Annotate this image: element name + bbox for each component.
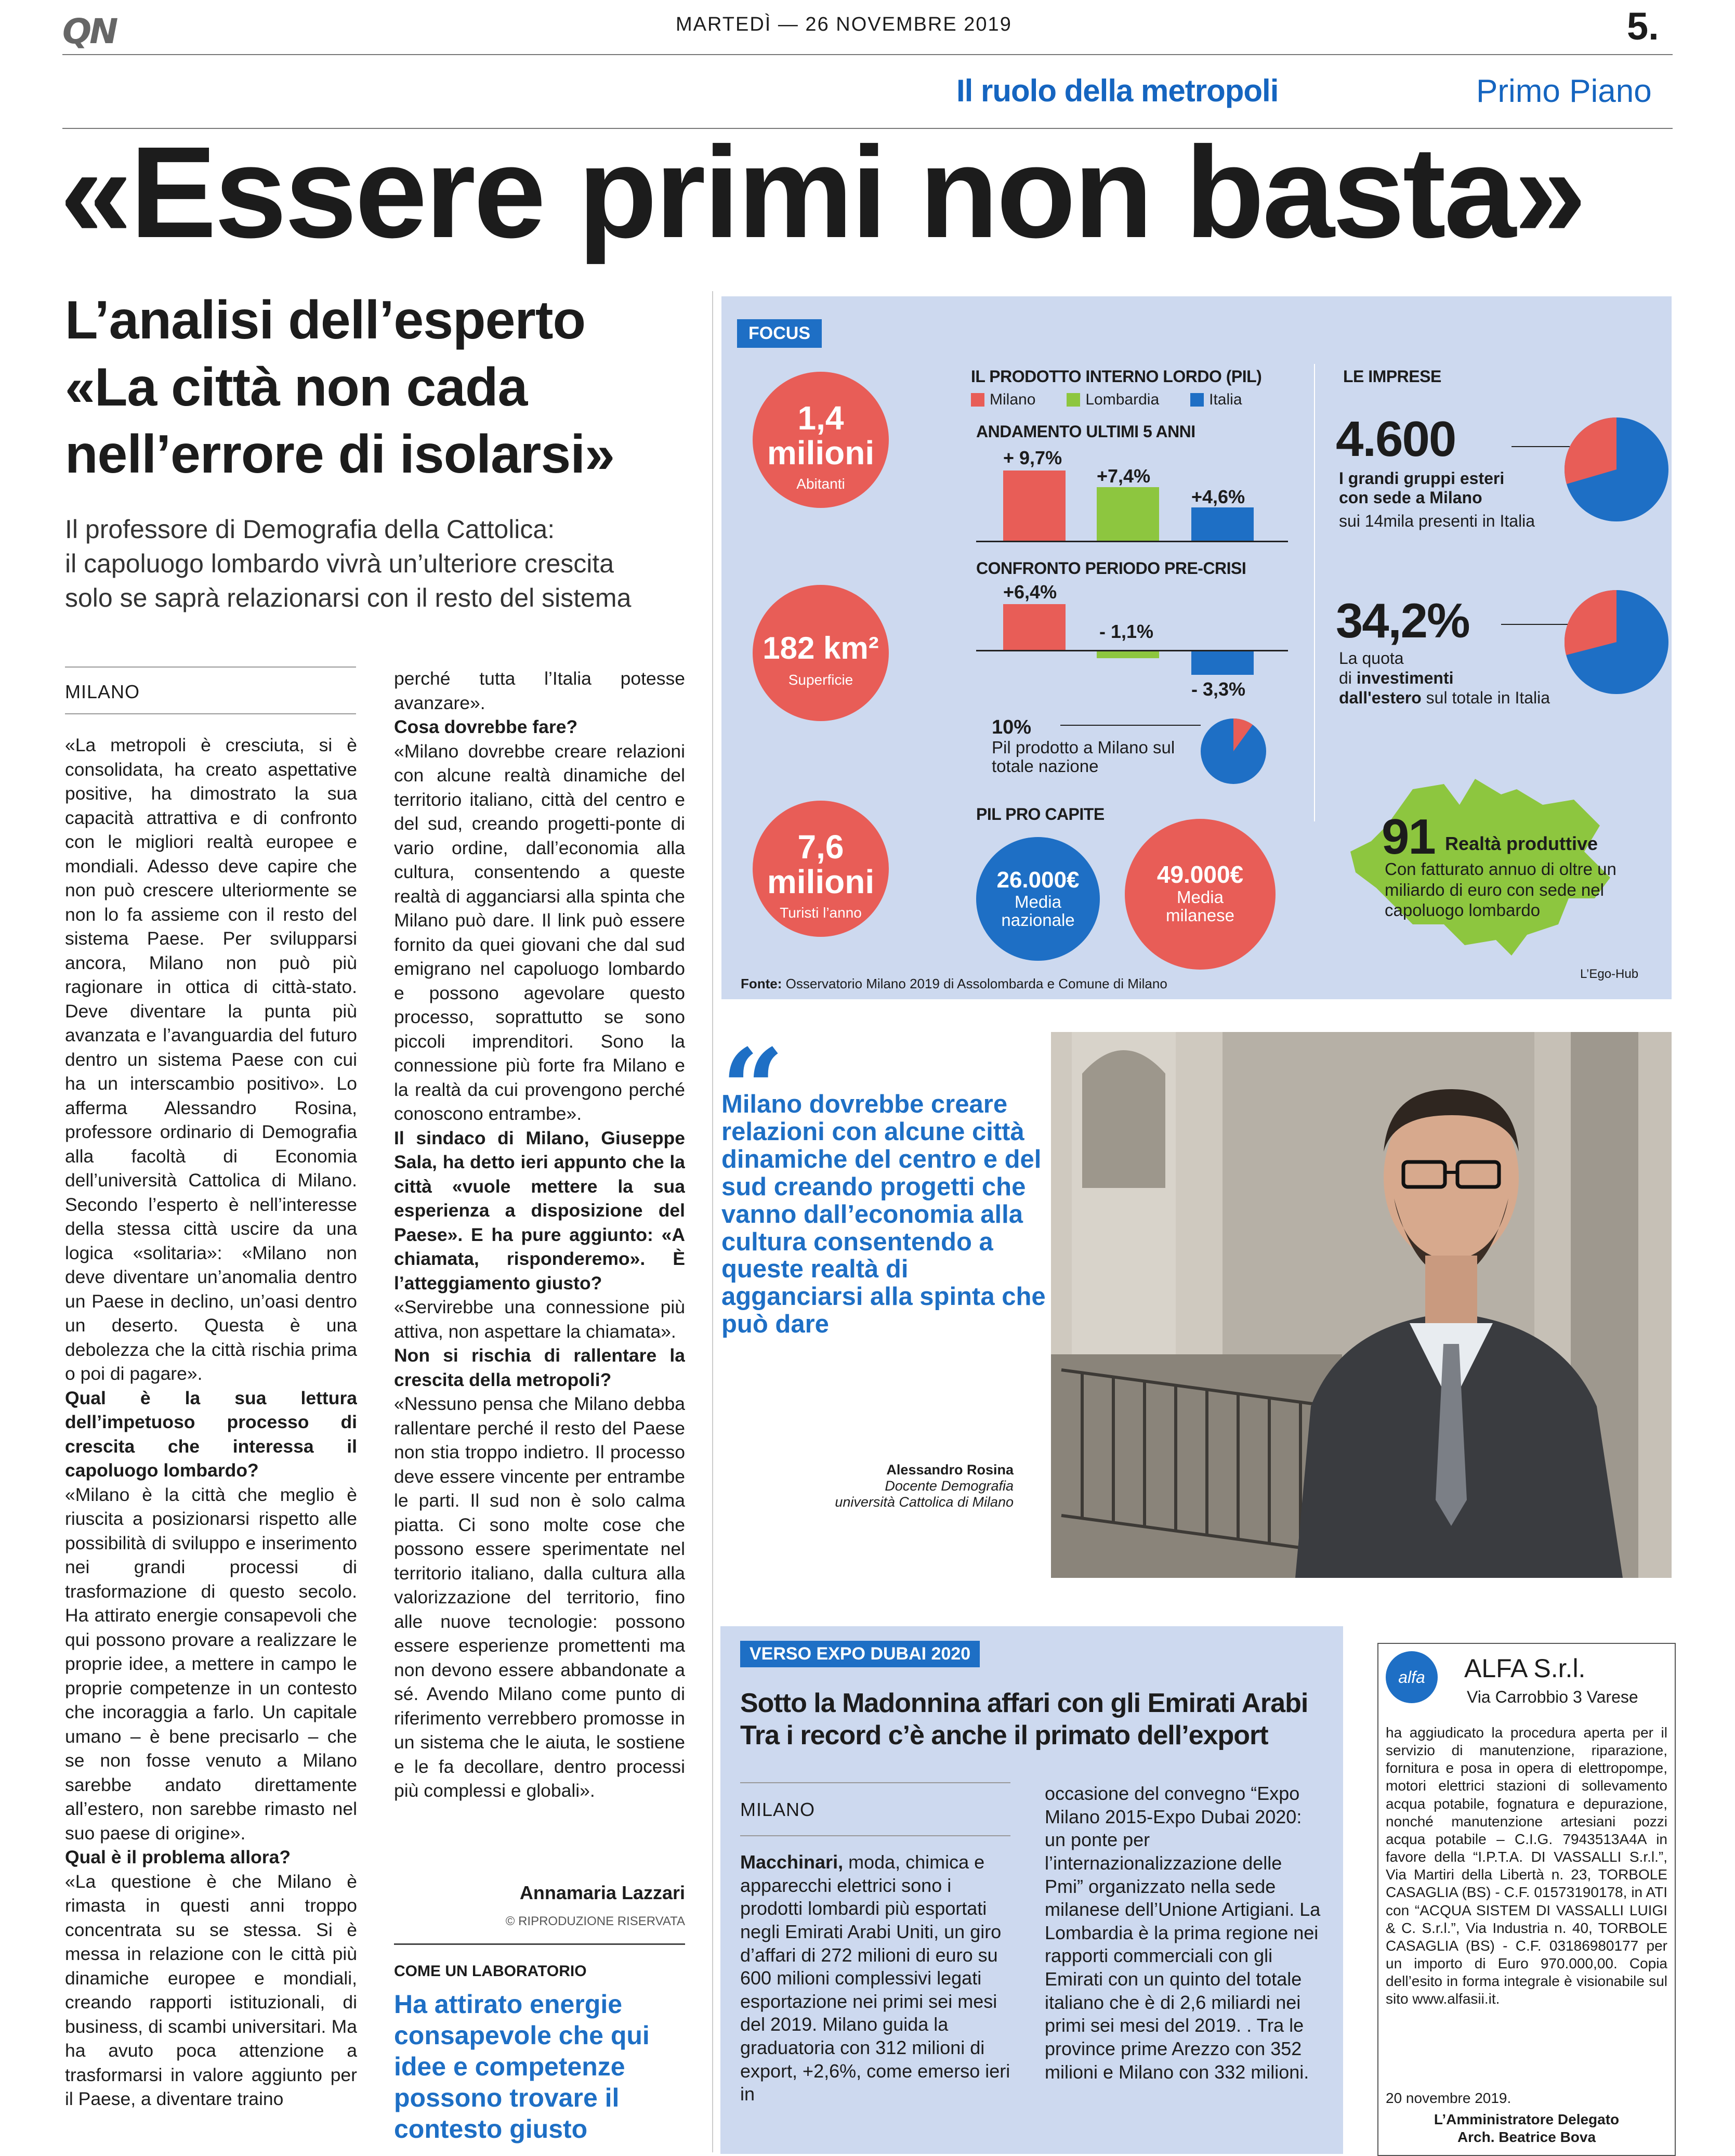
expo-tag: VERSO EXPO DUBAI 2020 (740, 1641, 980, 1667)
imprese-title: LE IMPRESE (1343, 367, 1441, 386)
invest-pie (1565, 590, 1668, 694)
precrisi-bar-italia (1191, 651, 1254, 675)
column-rule (65, 713, 356, 714)
imprese-pie (1565, 415, 1668, 524)
quote-author-role: Docente Demografia (885, 1478, 1014, 1494)
topic-label: Il ruolo della metropoli (956, 73, 1279, 108)
focus-tag: FOCUS (737, 319, 822, 348)
source-text: Osservatorio Milano 2019 di Assolombarda e Comune di Milano (782, 976, 1167, 991)
ad-address: Via Carrobbio 3 Varese (1467, 1688, 1638, 1706)
procapite-label: Media milanese (1165, 887, 1235, 925)
precrisi-value-milano: +6,4% (1003, 581, 1057, 603)
legend-label: Italia (1209, 391, 1242, 408)
share-label: Pil prodotto a Milano sul totale nazione (992, 738, 1175, 776)
imprese-leader-line (1511, 446, 1570, 447)
expo-title (740, 1687, 1308, 1752)
trend-title: ANDAMENTO ULTIMI 5 ANNI (976, 422, 1195, 441)
expo-column-2: occasione del convegno “Expo Milano 2015-Expo Dubai 2020: un ponte per l’internazionalizzazione delle Pmi” organizzato nella sede milanese dell’Unione Artigiani. La Lombardia è la prima regione nei rapporti commerciali con gli Emirati con un quinto del totale italiano che è di 2,6 miliardi nei primi sei mesi del 2019. . Tra le province prime Arezzo con 352 milioni e Milano con 332 milioni. (1045, 1783, 1321, 2083)
interview-question: Il sindaco di Milano, Giuseppe Sala, ha detto ieri appunto che la città «vuole mettere la sua esperienza a disposizione del Paese». E ha pure aggiunto: «A chiamata, risponderemo». È l’atteggiamento giusto? (394, 1127, 685, 1293)
lab-tag: COME UN LABORATORIO (394, 1963, 587, 1980)
ad-company: ALFA S.r.l. (1464, 1654, 1586, 1683)
pil-title: IL PRODOTTO INTERNO LORDO (PIL) (971, 367, 1262, 386)
precrisi-bar-milano (1003, 604, 1066, 651)
alfa-logo: alfa (1386, 1651, 1438, 1703)
legend-swatch (1067, 393, 1080, 407)
stat-label: Superficie (788, 672, 853, 688)
stat-value: 182 km² (763, 631, 879, 665)
deck (65, 512, 720, 615)
expo-rule (740, 1782, 1010, 1783)
imprese-subtext: sui 14mila presenti in Italia (1339, 512, 1535, 530)
newspaper-logo: QN (62, 11, 116, 51)
stat-value: 7,6 milioni (767, 828, 875, 901)
source-note (741, 976, 1167, 992)
source-label: Fonte: (741, 976, 782, 991)
stat-circle-abitanti (753, 372, 889, 508)
invest-leader-line (1501, 624, 1569, 625)
realta-value: 91 (1382, 809, 1435, 865)
invest-rest: sul totale in Italia (1421, 688, 1550, 707)
realta-description: Con fatturato annuo di oltre un miliardo di euro con sede nel capoluogo lombardo (1385, 859, 1616, 920)
paragraph: «Milano dovrebbe creare relazioni con alcune realtà dinamiche del territorio italiano, città del centro e del sud, creando progetti-ponte di vario ordine, dall’economia alla cultura, consentendo a queste realtà di agganciarsi alla spinta che Milano può dare. Il link può essere fornito da quei giovani che dal sud emigrano nel capoluogo lombardo e possono agevolare questo processo, soprattutto se sono piccoli imprenditori. Sono la connessione più forte fra Milano e la realtà da cui provengono perché conoscono entrambe». (394, 740, 685, 1124)
page-number: 5. (1627, 5, 1659, 48)
trend-bar-milano (1003, 471, 1066, 541)
invest-value: 34,2% (1336, 593, 1469, 648)
paragraph: perché tutta l’Italia potesse avanzare». (394, 668, 685, 713)
share-leader-line (1060, 725, 1201, 726)
quote-author-name: Alessandro Rosina (886, 1462, 1014, 1478)
trend-value-milano: + 9,7% (1003, 447, 1062, 468)
stat-value: 1,4 milioni (767, 399, 875, 472)
imprese-description: I grandi gruppi esteri con sede a Milano (1339, 469, 1505, 507)
deck-line: solo se saprà relazionarsi con il resto del sistema (65, 583, 632, 612)
subhead-line: nell’errore di isolarsi» (65, 424, 614, 485)
expo-rule (740, 1835, 1010, 1836)
expo-title-line: Tra i record c’è anche il primato dell’export (740, 1720, 1268, 1751)
article-column-2 (394, 667, 685, 1914)
paragraph: «La metropoli è cresciuta, si è consolidata, ha creato aspettative positive, ha dimostrato la sua capacità attrattiva e di confronto con le migliori realtà europee e mondiali. Adesso deve capire che non può crescere ulteriormente se non lo fa assieme con il resto del sistema Paese. Per svilupparsi ancora, Milano non può più ragionare in ottica di città-stato. Deve diventare la punta più avanzata e l’avanguardia del futuro dentro un sistema Paese con cui ha un interscambio positivo». Lo afferma Alessandro Rosina, professore ordinario di Demografia alla facoltà di Economia dell’università Cattolica di Milano. Secondo l’esperto è nell’interesse della stessa città uscire da una logica «solitaria»: «Milano non deve diventare un’anomalia dentro un Paese in declino, un’oasi dentro un deserto. Questa è una debolezza che la città rischia prima o poi di pagare». (65, 735, 357, 1384)
quote-mark-icon: “ (721, 1025, 784, 1153)
quote-attribution (769, 1462, 1014, 1510)
ad-date: 20 novembre 2019. (1386, 2090, 1511, 2106)
precrisi-title: CONFRONTO PERIODO PRE-CRISI (976, 559, 1246, 578)
ad-signature-role: L’Amministratore Delegato (1434, 2111, 1620, 2127)
trend-bar-lombardia (1097, 487, 1159, 541)
procapite-value: 26.000€ (996, 867, 1080, 893)
column-rule (65, 667, 356, 668)
trend-baseline (976, 541, 1288, 542)
stat-label: Turisti l’anno (780, 905, 862, 921)
deck-line: il capoluogo lombardo vivrà un’ulteriore crescita (65, 549, 614, 578)
expo-column-1 (740, 1851, 1016, 2106)
imprese-value: 4.600 (1336, 411, 1456, 467)
pull-quote: Milano dovrebbe creare relazioni con alcune città dinamiche del centro e del sud creando progetti che vanno dall’economia alla cultura consentendo a queste realtà di agganciarsi alla spinta che può dare (721, 1090, 1046, 1339)
expo-title-line: Sotto la Madonnina affari con gli Emirati Arabi (740, 1688, 1308, 1718)
procapite-title: PIL PRO CAPITE (976, 805, 1105, 824)
article-column-1 (65, 733, 357, 2152)
ad-signature-name: Arch. Beatrice Bova (1457, 2128, 1596, 2145)
ad-body: ha aggiudicato la procedura aperta per il servizio di manutenzione, riparazione, fornitura e posa in opera di elettropompe, motori elettrici stazioni di sollevamento acqua potabile, fognatura e depurazione, nonché manutenzione artesiani pozzi acqua potabile – C.I.G. 7943513A4A in favore della “I.P.T.A. DI VASSALLI S.r.l.”, Via Martiri della Libertà n. 23, TORBOLE CASAGLIA (BS) - C.F. 01573190178, in ATI con “ACQUA SISTEM DI VASSALLI LUIGI & C. S.r.l.”, Via Industria n. 40, TORBOLE CASAGLIA (BS) - C.F. 03186980177 per un importo di Euro 970.000,00. Copia dell’esito in forma integrale è visionabile sul sito www.alfasii.it. (1386, 1724, 1667, 2007)
section-label: Primo Piano (1476, 73, 1652, 109)
expo-lead: Macchinari, (740, 1851, 844, 1873)
procapite-nazionale (976, 837, 1100, 961)
expo-dateline: MILANO (740, 1799, 816, 1820)
interview-question: Cosa dovrebbe fare? (394, 716, 578, 737)
article-dateline: MILANO (65, 681, 140, 702)
quote-author-affiliation: università Cattolica di Milano (835, 1494, 1014, 1510)
paragraph: «Servirebbe una connessione più attiva, non aspettare la chiamata». (394, 1297, 685, 1342)
legend-label: Milano (990, 391, 1036, 408)
procapite-milanese (1125, 819, 1276, 970)
graphic-credit: L’Ego-Hub (1580, 967, 1639, 981)
legend-swatch (971, 393, 984, 407)
procapite-label: Media nazionale (1001, 892, 1075, 930)
paragraph: «Nessuno pensa che Milano debba rallentare perché il resto del Paese non stia troppo indietro. Il processo deve essere vincente per entrambe le parti. Il sud non è solo calma piatta. Ci sono molte cose che possono essere sperimentate nel territorio italiano, dalla cultura alla valorizzazione del territorio, fino alle nuove tecnologie: possono essere esperienze promettenti ma non devono essere abbandonate a sé. Avendo Milano come punto di riferimento verrebbero promosse in un sistema che le aiuta, le sostiene e le fa decollare, dentro processi più complessi e globali». (394, 1393, 685, 1801)
trend-bar-italia (1191, 507, 1254, 541)
stat-circle-turisti (753, 801, 889, 937)
legend-item-italia (1190, 391, 1242, 409)
top-divider (62, 54, 1673, 55)
invest-line: La quota (1339, 649, 1404, 668)
legend-label: Lombardia (1085, 391, 1160, 408)
invest-line (1339, 669, 1550, 688)
legend-item-milano (971, 391, 1035, 409)
subhead-line: L’analisi dell’esperto (65, 290, 586, 350)
copyright-note: © RIPRODUZIONE RISERVATA (505, 1914, 685, 1928)
ad-signature (1386, 2111, 1667, 2146)
share-pie (1200, 717, 1267, 785)
trend-value-lombardia: +7,4% (1097, 465, 1151, 487)
paragraph: «Milano è la città che meglio è riuscita a posizionarsi rispetto alle possibilità di sviluppo e inserimento nei grandi processi di trasformazione di questo secolo. Ha attirato energie consapevoli che qui possono provare a realizzare le proprie idee, a mettere in campo le proprie competenze in un contesto che incoraggia a farlo. Un capitale umano – è bene precisarlo – che se non fosse venuto a Milano sarebbe andato direttamente all’estero, non sarebbe rimasto nel suo paese di origine». (65, 1484, 357, 1844)
interview-question: Qual è la sua lettura dell’impetuoso processo di crescita che interessa il capoluogo lombardo? (65, 1387, 357, 1481)
precrisi-value-lombardia: - 1,1% (1099, 621, 1154, 642)
portrait-photo (1051, 1032, 1672, 1578)
procapite-value: 49.000€ (1156, 861, 1244, 888)
deck-line: Il professore di Demografia della Cattolica: (65, 515, 555, 544)
invest-bold: dall'estero (1339, 688, 1422, 707)
stat-circle-superficie (753, 585, 889, 721)
pil-legend (971, 391, 1242, 409)
trend-value-italia: +4,6% (1191, 486, 1245, 507)
legend-item-lombardia (1067, 391, 1159, 409)
precrisi-bar-lombardia (1097, 651, 1159, 658)
interview-question: Qual è il problema allora? (65, 1847, 291, 1867)
headline: «Essere primi non basta» (60, 120, 1585, 265)
interview-question: Non si rischia di rallentare la crescita della metropoli? (394, 1345, 685, 1390)
issue-date: MARTEDÌ — 26 NOVEMBRE 2019 (676, 14, 1012, 35)
realta-title: Realtà produttive (1445, 833, 1598, 854)
precrisi-value-italia: - 3,3% (1191, 678, 1246, 700)
column-separator (712, 291, 713, 2152)
box-rule (394, 1943, 685, 1945)
focus-divider (1314, 364, 1315, 821)
precrisi-baseline (976, 650, 1288, 651)
invest-prefix: di (1339, 668, 1357, 687)
invest-line (1339, 688, 1550, 708)
share-value: 10% (992, 716, 1032, 738)
lab-quote: Ha attirato energie consapevole che qui idee e competenze possono trovare il contesto giusto (394, 1990, 650, 2144)
invest-description (1339, 649, 1550, 708)
paragraph: «La questione è che Milano è rimasta in questi anni troppo concentrata su se stessa. Si è messa in relazione con le città più dinamiche europee e mondiali, creando rapporti istituzionali, di business, di scambi universitari. Ma ha avuto poca attenzione a trasformarsi in valore aggiunto per il Paese, a diventare traino (65, 1871, 357, 2109)
subheadline (65, 287, 720, 488)
expo-text: moda, chimica e apparecchi elettrici sono i prodotti lombardi più esportati negli Emirati Arabi Uniti, un giro d’affari di 272 milioni di euro su 600 milioni complessivi legati esportazione nei primi sei mesi del 2019. Milano guida la graduatoria con 312 milioni di export, +2,6%, come emerso ieri in (740, 1851, 1010, 2105)
subhead-line: «La città non cada (65, 357, 528, 417)
stat-label: Abitanti (796, 476, 845, 492)
author-byline: Annamaria Lazzari (519, 1882, 685, 1903)
legal-notice-ad (1377, 1643, 1676, 2156)
invest-bold: investimenti (1356, 668, 1454, 687)
legend-swatch (1190, 393, 1204, 407)
